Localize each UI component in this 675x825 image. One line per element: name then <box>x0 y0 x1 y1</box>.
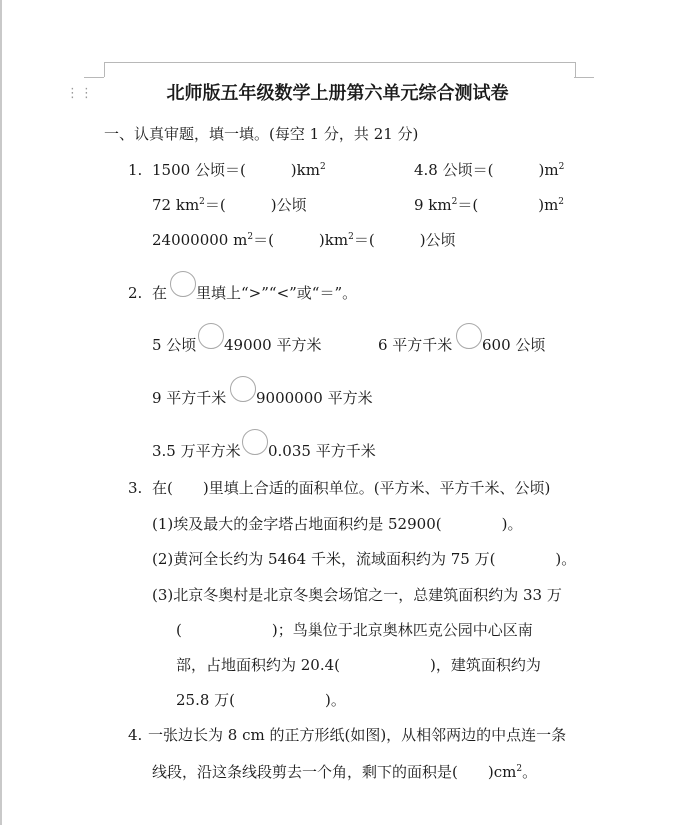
q1-item-e: 24000000 $m^2=$( )$km^2=$( )公顷 <box>152 231 456 249</box>
drag-handle-icon[interactable]: ⋮⋮ <box>66 86 94 101</box>
comparison-circle[interactable] <box>456 323 482 349</box>
comparison-circle[interactable] <box>242 429 268 455</box>
q4-line2: 线段，沿这条线段剪去一个角，剩下的面积是( )$cm^2$。 <box>152 763 538 781</box>
question-number: 1. <box>128 161 143 179</box>
q3-sub2: (2)黄河全长约为 5464 千米，流域面积约为 75 万( )。 <box>152 550 577 568</box>
q2-row2-right: 9000000 平方米 <box>256 389 373 407</box>
q2-stem-b: 里填上“>”“<”或“＝”。 <box>196 284 358 302</box>
q2-row1a-left: 5 公顷 <box>152 336 197 354</box>
page-left-edge <box>0 0 2 825</box>
q3-sub3-line4: 25.8 万( )。 <box>176 691 346 709</box>
q3-sub3-line1: (3)北京冬奥村是北京冬奥会场馆之一，总建筑面积约为 33 万 <box>152 586 562 604</box>
q1-item-c: 72 $km^2=$( )公顷 <box>152 196 307 214</box>
page-margin-marker-right <box>574 77 594 78</box>
question-number: 4. <box>128 726 143 744</box>
q2-row3-left: 3.5 万平方米 <box>152 442 241 460</box>
q1-item-b: 4.8 公顷＝( )$m^2$ <box>414 161 565 179</box>
comparison-circle[interactable] <box>230 376 256 402</box>
q3-sub1: (1)埃及最大的金字塔占地面积约是 52900( )。 <box>152 515 523 533</box>
question-number: 3. <box>128 479 143 497</box>
q2-row1b-left: 6 平方千米 <box>378 336 453 354</box>
page-title: 北师版五年级数学上册第六单元综合测试卷 <box>166 83 509 104</box>
q2-row1b-right: 600 公顷 <box>482 336 546 354</box>
page-margin-marker-left <box>84 77 104 78</box>
question-number: 2. <box>128 284 143 302</box>
q1-item-d: 9 $km^2=$( )$m^2$ <box>414 196 565 214</box>
page-margin-marker <box>104 62 576 77</box>
section-heading: 一、认真审题，填一填。(每空 1 分，共 21 分) <box>104 125 419 143</box>
q3-stem: 在( )里填上合适的面积单位。(平方米、平方千米、公顷) <box>152 479 551 497</box>
q4-line1: 一张边长为 8 cm 的正方形纸(如图)，从相邻两边的中点连一条 <box>148 726 567 744</box>
q3-sub3-line2: ( )；鸟巢位于北京奥林匹克公园中心区南 <box>176 621 533 639</box>
q3-sub3-line3: 部，占地面积约为 20.4( )，建筑面积约为 <box>176 656 541 674</box>
q2-row2-left: 9 平方千米 <box>152 389 227 407</box>
comparison-circle[interactable] <box>198 323 224 349</box>
q1-item-a: 1500 公顷＝( )$km^2$ <box>152 161 326 179</box>
q2-row3-right: 0.035 平方千米 <box>268 442 376 460</box>
q2-stem-a: 在 <box>152 284 168 302</box>
comparison-circle[interactable] <box>170 271 196 297</box>
q2-row1a-right: 49000 平方米 <box>224 336 322 354</box>
